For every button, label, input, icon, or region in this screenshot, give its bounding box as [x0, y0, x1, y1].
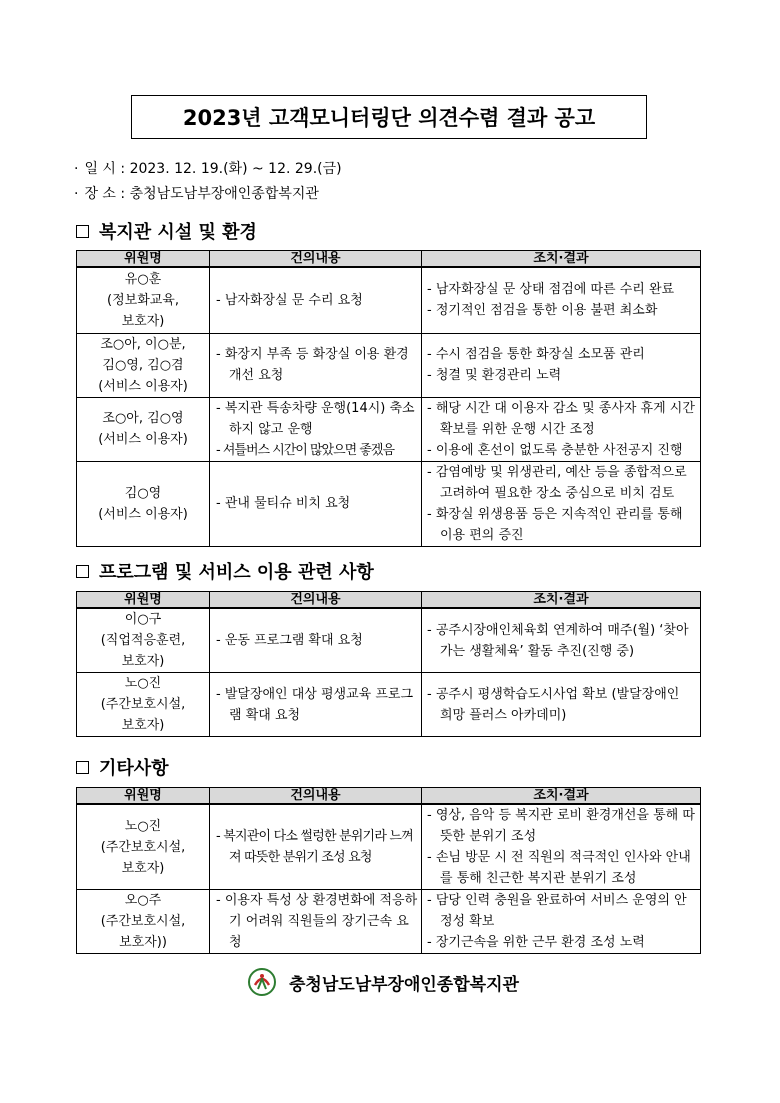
- date-label: 일 시 :: [84, 161, 126, 177]
- date-value: 2023. 12. 19.(화) ~ 12. 29.(금): [129, 161, 342, 177]
- member-cell: 이○구 (직업적응훈련, 보호자): [77, 608, 210, 673]
- member-cell: 조○아, 김○영 (서비스 이용자): [77, 397, 210, 461]
- info-place: · 장 소 : 충청남도남부장애인종합복지관: [74, 186, 319, 202]
- header-result: 조치·결과: [422, 788, 701, 805]
- table-row: [77, 461, 701, 546]
- member-cell: 김○영 (서비스 이용자): [77, 461, 210, 546]
- programs-table: [76, 591, 701, 737]
- result-cell: - 영상, 음악 등 복지관 로비 환경개선을 통해 따뜻한 분위기 조성 - 손님 방문 시 전 직원의 적극적인 인사와 안내를 통해 친근한 복지관 분위기 조성: [422, 804, 701, 890]
- suggestion-cell: - 이용자 특성 상 환경변화에 적응하기 어려워 직원들의 장기근속 요청: [210, 890, 422, 954]
- place-value: 충청남도남부장애인종합복지관: [129, 186, 319, 202]
- suggestion-cell: - 복지관이 다소 썰렁한 분위기라 느껴져 따뜻한 분위기 조성 요청: [210, 804, 422, 890]
- section-heading-facilities: 복지관 시설 및 환경: [76, 218, 257, 244]
- page-title: 2023년 고객모니터링단 의견수렴 결과 공고: [131, 95, 647, 139]
- footer-org-name: 충청남도남부장애인종합복지관: [289, 974, 519, 995]
- table-row: [77, 333, 701, 397]
- info-date: · 일 시 : 2023. 12. 19.(화) ~ 12. 29.(금): [74, 161, 342, 177]
- place-label: 장 소 :: [84, 186, 126, 202]
- member-cell: 노○진 (주간보호시설, 보호자): [77, 673, 210, 737]
- result-cell: - 남자화장실 문 상태 점검에 따른 수리 완료 - 정기적인 점검을 통한 이용 불편 최소화: [422, 267, 701, 333]
- header-suggestion: 건의내용: [210, 592, 422, 609]
- checkbox-icon: [76, 761, 89, 774]
- section-heading-programs: 프로그램 및 서비스 이용 관련 사항: [76, 558, 374, 584]
- checkbox-icon: [76, 565, 89, 578]
- section-heading-others: 기타사항: [76, 754, 169, 780]
- header-suggestion: 건의내용: [210, 251, 422, 268]
- header-result: 조치·결과: [422, 251, 701, 268]
- result-cell: - 수시 점검을 통한 화장실 소모품 관리 - 청결 및 환경관리 노력: [422, 333, 701, 397]
- result-cell: - 공주시장애인체육회 연계하여 매주(월) ‘찾아가는 생활체육’ 활동 추진(진행 중): [422, 608, 701, 673]
- footer: [247, 965, 519, 999]
- result-cell: - 공주시 평생학습도시사업 확보 (발달장애인 희망 플러스 아카데미): [422, 673, 701, 737]
- member-cell: 조○아, 이○분, 김○영, 김○겸 (서비스 이용자): [77, 333, 210, 397]
- member-cell: 유○훈 (정보화교육, 보호자): [77, 267, 210, 333]
- header-suggestion: 건의내용: [210, 788, 422, 805]
- table-row: [77, 397, 701, 461]
- facilities-table: [76, 250, 701, 547]
- table-header-row: [77, 251, 701, 268]
- suggestion-cell: - 복지관 특송차량 운행(14시) 축소하지 않고 운행 - 셔틀버스 시간이 많았으면 좋겠음: [210, 397, 422, 461]
- table-row: [77, 673, 701, 737]
- suggestion-cell: - 발달장애인 대상 평생교육 프로그램 확대 요청: [210, 673, 422, 737]
- header-member: 위원명: [77, 788, 210, 805]
- table-header-row: [77, 788, 701, 805]
- header-result: 조치·결과: [422, 592, 701, 609]
- member-cell: 오○주 (주간보호시설, 보호자)): [77, 890, 210, 954]
- others-table: [76, 787, 701, 954]
- welfare-center-logo-icon: [247, 967, 277, 997]
- suggestion-cell: - 남자화장실 문 수리 요청: [210, 267, 422, 333]
- result-cell: - 해당 시간 대 이용자 감소 및 종사자 휴게 시간 확보를 위한 운행 시간 조정 - 이용에 혼선이 없도록 충분한 사전공지 진행: [422, 397, 701, 461]
- table-row: [77, 890, 701, 954]
- suggestion-cell: - 운동 프로그램 확대 요청: [210, 608, 422, 673]
- result-cell: - 담당 인력 충원을 완료하여 서비스 운영의 안정성 확보 - 장기근속을 위한 근무 환경 조성 노력: [422, 890, 701, 954]
- table-header-row: [77, 592, 701, 609]
- table-row: [77, 608, 701, 673]
- header-member: 위원명: [77, 251, 210, 268]
- table-row: [77, 267, 701, 333]
- suggestion-cell: - 관내 물티슈 비치 요청: [210, 461, 422, 546]
- header-member: 위원명: [77, 592, 210, 609]
- table-row: [77, 804, 701, 890]
- result-cell: - 감염예방 및 위생관리, 예산 등을 종합적으로 고려하여 필요한 장소 중심으로 비치 검토 - 화장실 위생용품 등은 지속적인 관리를 통해 이용 편의 증진: [422, 461, 701, 546]
- checkbox-icon: [76, 225, 89, 238]
- member-cell: 노○진 (주간보호시설, 보호자): [77, 804, 210, 890]
- suggestion-cell: - 화장지 부족 등 화장실 이용 환경 개선 요청: [210, 333, 422, 397]
